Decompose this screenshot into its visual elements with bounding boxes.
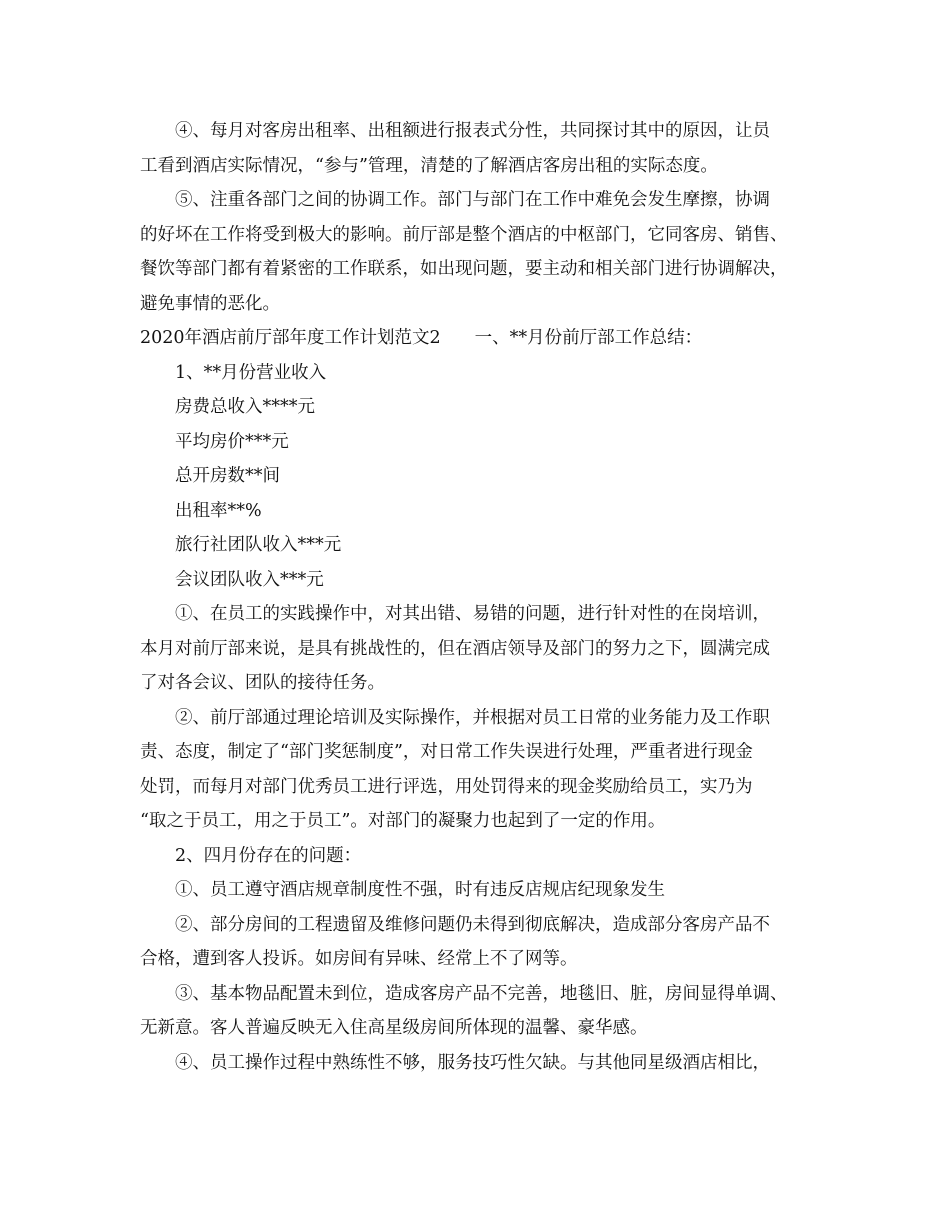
paragraph-line: ④、每月对客房出租率、出租额进行报表式分性，共同探讨其中的原因，让员 [175,121,770,141]
list-item: 会议团队收入***元 [175,569,324,590]
list-item: 房费总收入****元 [175,397,315,417]
paragraph-line: 工看到酒店实际情况，“参与”管理，清楚的了解酒店客房出租的实际态度。 [140,155,718,176]
list-item: 平均房价***元 [175,431,289,452]
list-item: 1、**月份营业收入 [175,362,327,383]
paragraph-line: 合格，遭到客人投诉。如房间有异味、经常上不了网等。 [140,949,578,969]
paragraph-line: 避免事情的恶化。 [140,293,280,314]
list-item: 2、四月份存在的问题： [175,845,362,866]
paragraph-line: 的好坏在工作将受到极大的影响。前厅部是整个酒店的中枢部门，它同客房、销售、 [140,224,788,245]
paragraph-line: ④、员工操作过程中熟练性不够，服务技巧性欠缺。与其他同星级酒店相比， [175,1052,770,1073]
document-body [140,114,812,1080]
paragraph-line: ②、前厅部通过理论培训及实际操作，并根据对员工日常的业务能力及工作职 [175,707,770,728]
paragraph-line: 无新意。客人普遍反映无入住高星级房间所体现的温馨、豪华感。 [140,1018,648,1038]
paragraph-line: ①、在员工的实践操作中，对其出错、易错的问题，进行针对性的在岗培训， [175,604,770,624]
document-title: 2020年酒店前厅部年度工作计划范文2 [140,328,441,348]
paragraph-line: ①、员工遵守酒店规章制度性不强，时有违反店规店纪现象发生 [175,880,665,900]
list-item: 旅行社团队收入***元 [175,535,342,555]
paragraph-line: ③、基本物品配置未到位，造成客房产品不完善，地毯旧、脏，房间显得单调、 [175,983,788,1004]
list-item: 出租率**% [175,500,262,521]
paragraph-line: 处罚，而每月对部门优秀员工进行评选，用处罚得来的现金奖励给员工，实乃为 [140,776,753,797]
paragraph-line: 本月对前厅部来说，是具有挑战性的，但在酒店领导及部门的努力之下，圆满完成 [140,638,770,659]
paragraph-line: ⑤、注重各部门之间的协调工作。部门与部门在工作中难免会发生摩擦，协调 [175,190,770,210]
list-item: 总开房数**间 [175,466,280,486]
paragraph-line: 了对各会议、团队的接待任务。 [140,673,385,693]
section-heading: 一、**月份前厅部工作总结： [474,328,703,348]
section-heading-line [140,321,812,356]
paragraph-line: 责、态度，制定了“部门奖惩制度”，对日常工作失误进行处理，严重者进行现金 [140,742,753,762]
paragraph-line: ②、部分房间的工程遗留及维修问题仍未得到彻底解决，造成部分客房产品不 [175,914,770,935]
paragraph-line: 餐饮等部门都有着紧密的工作联系，如出现问题，要主动和相关部门进行协调解决， [140,259,788,279]
paragraph-line: “取之于员工，用之于员工”。对部门的凝聚力也起到了一定的作用。 [140,811,666,831]
